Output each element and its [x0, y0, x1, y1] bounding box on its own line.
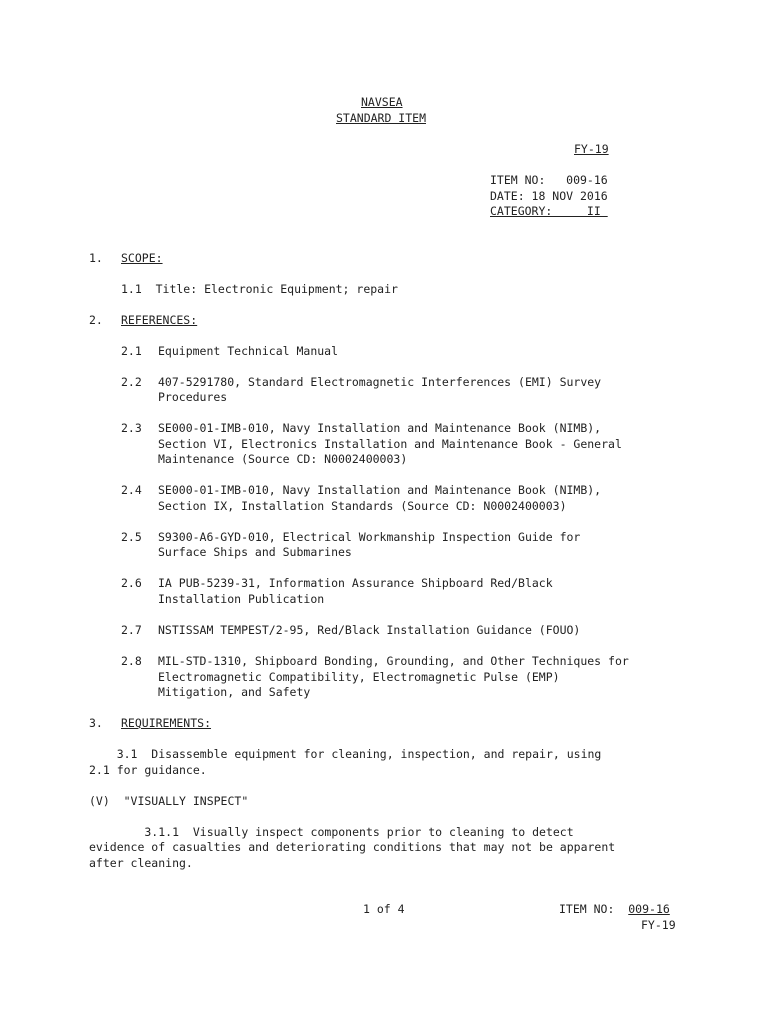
reference-text: Section VI, Electronics Installation and Maintenance Book - General	[158, 437, 622, 451]
reference-number: 2.4	[121, 483, 142, 497]
item-category: CATEGORY: II	[490, 204, 608, 218]
footer-item-label-text: ITEM NO:	[559, 902, 629, 916]
section-number-scope: 1.	[89, 251, 103, 265]
reference-text: NSTISSAM TEMPEST/2-95, Red/Black Installation Guidance (FOUO)	[158, 623, 581, 637]
reference-text: SE000-01-IMB-010, Navy Installation and Maintenance Book (NIMB),	[158, 483, 602, 497]
footer-item-label	[559, 902, 670, 918]
reference-text: Surface Ships and Submarines	[158, 545, 352, 559]
reference-text: S9300-A6-GYD-010, Electrical Workmanship Inspection Guide for	[158, 530, 581, 544]
section-number-requirements: 3.	[89, 716, 103, 730]
reference-number: 2.8	[121, 654, 142, 668]
section-heading-scope: SCOPE:	[121, 251, 163, 265]
reference-text: Installation Publication	[158, 592, 325, 606]
requirement-text: 2.1 for guidance.	[89, 763, 207, 777]
org-title: NAVSEA	[361, 95, 403, 109]
reference-number: 2.7	[121, 623, 142, 637]
section-number-references: 2.	[89, 313, 103, 327]
reference-text: Section IX, Installation Standards (Source CD: N0002400003)	[158, 499, 567, 513]
scope-title-line: 1.1 Title: Electronic Equipment; repair	[121, 282, 398, 296]
reference-text: Procedures	[158, 390, 228, 404]
reference-text: SE000-01-IMB-010, Navy Installation and Maintenance Book (NIMB),	[158, 421, 602, 435]
reference-text: Mitigation, and Safety	[158, 685, 311, 699]
reference-number: 2.2	[121, 375, 142, 389]
item-date: DATE: 18 NOV 2016	[490, 189, 608, 203]
page-number: 1 of 4	[363, 902, 405, 916]
section-heading-requirements: REQUIREMENTS:	[121, 716, 212, 730]
reference-text: 407-5291780, Standard Electromagnetic Interferences (EMI) Survey	[158, 375, 602, 389]
requirement-text: 3.1 Disassemble equipment for cleaning, inspection, and repair, using	[89, 747, 602, 761]
reference-number: 2.6	[121, 576, 142, 590]
requirement-text: evidence of casualties and deteriorating conditions that may not be apparent	[89, 840, 616, 854]
reference-text: MIL-STD-1310, Shipboard Bonding, Grounding, and Other Techniques for	[158, 654, 629, 668]
fiscal-year: FY-19	[574, 142, 609, 156]
section-heading-references: REFERENCES:	[121, 313, 198, 327]
footer-item-number: 009-16	[628, 902, 670, 916]
visual-inspect-label: (V) "VISUALLY INSPECT"	[89, 794, 249, 808]
requirement-text: after cleaning.	[89, 856, 193, 870]
reference-text: IA PUB-5239-31, Information Assurance Shipboard Red/Black	[158, 576, 553, 590]
standard-item-title: STANDARD ITEM	[336, 111, 427, 125]
reference-text: Maintenance (Source CD: N0002400003)	[158, 452, 408, 466]
reference-text: Equipment Technical Manual	[158, 344, 339, 358]
footer-fiscal-year: FY-19	[641, 918, 676, 932]
requirement-text: 3.1.1 Visually inspect components prior to cleaning to detect	[89, 825, 574, 839]
reference-number: 2.1	[121, 344, 142, 358]
reference-number: 2.3	[121, 421, 142, 435]
reference-text: Electromagnetic Compatibility, Electromagnetic Pulse (EMP)	[158, 670, 560, 684]
item-number: ITEM NO: 009-16	[490, 173, 608, 187]
reference-number: 2.5	[121, 530, 142, 544]
